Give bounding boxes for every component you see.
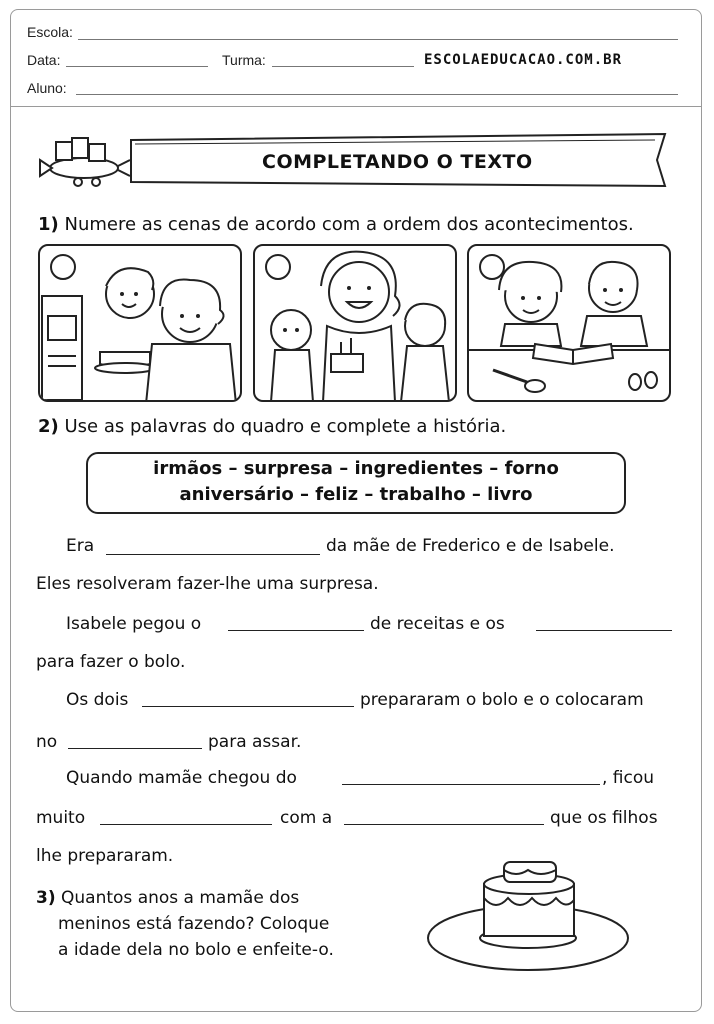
blank-6[interactable] [342, 784, 600, 785]
question-3-number: 3) [36, 888, 56, 908]
question-2-text: Use as palavras do quadro e complete a história. [64, 416, 507, 437]
story-text: com a [280, 808, 333, 828]
scene-3 [467, 244, 671, 402]
scene-3-illustration [469, 246, 671, 402]
story-text: Isabele pegou o [66, 614, 202, 634]
story-text: que os filhos [550, 808, 658, 828]
page-title: COMPLETANDO O TEXTO [262, 151, 533, 173]
story-text: para fazer o bolo. [36, 652, 186, 672]
turma-field[interactable] [272, 66, 414, 67]
cake-drawing-area[interactable] [424, 856, 632, 974]
question-3-line-1 [36, 888, 299, 908]
blank-3[interactable] [536, 630, 672, 631]
story-text: prepararam o bolo e o colocaram [360, 690, 644, 710]
story-text: muito [36, 808, 86, 828]
story-text: da mãe de Frederico e de Isabele. [326, 536, 615, 556]
story-text: no [36, 732, 58, 752]
question-1-number: 1) [38, 214, 59, 235]
escola-label: Escola: [27, 24, 73, 40]
story-text: para assar. [208, 732, 302, 752]
data-field[interactable] [66, 66, 208, 67]
story-text: Os dois [66, 690, 129, 710]
scene-1-illustration [40, 246, 242, 402]
blank-4[interactable] [142, 706, 354, 707]
question-3-line-2: meninos está fazendo? Coloque [58, 914, 330, 934]
data-label: Data: [27, 52, 61, 68]
aluno-field[interactable] [76, 94, 678, 95]
story-text: Era [66, 536, 95, 556]
story-text: Quando mamãe chegou do [66, 768, 297, 788]
alphabet-plane-icon [34, 130, 134, 192]
question-2-number: 2) [38, 416, 59, 437]
aluno-label: Aluno: [27, 80, 67, 96]
story-text: de receitas e os [370, 614, 505, 634]
escola-field[interactable] [78, 39, 678, 40]
blank-7[interactable] [100, 824, 272, 825]
blank-2[interactable] [228, 630, 364, 631]
turma-label: Turma: [222, 52, 266, 68]
word-bank-line-2: aniversário – feliz – trabalho – livro [179, 484, 533, 505]
story-text: , ficou [602, 768, 655, 788]
question-3-text: Quantos anos a mamãe dos [61, 888, 300, 908]
word-bank-line-1: irmãos – surpresa – ingredientes – forno [153, 458, 559, 479]
scene-2-illustration [255, 246, 457, 402]
scene-1 [38, 244, 242, 402]
blank-5[interactable] [68, 748, 202, 749]
story-text: Eles resolveram fazer-lhe uma surpresa. [36, 574, 379, 594]
scene-2 [253, 244, 457, 402]
blank-1[interactable] [106, 554, 320, 555]
site-url: ESCOLAEDUCACAO.COM.BR [424, 52, 623, 68]
question-3-line-3: a idade dela no bolo e enfeite-o. [58, 940, 334, 960]
question-2 [38, 416, 506, 437]
question-1-text: Numere as cenas de acordo com a ordem dos acontecimentos. [64, 214, 634, 235]
question-1 [38, 214, 634, 235]
blank-8[interactable] [344, 824, 544, 825]
story-text: lhe prepararam. [36, 846, 174, 866]
